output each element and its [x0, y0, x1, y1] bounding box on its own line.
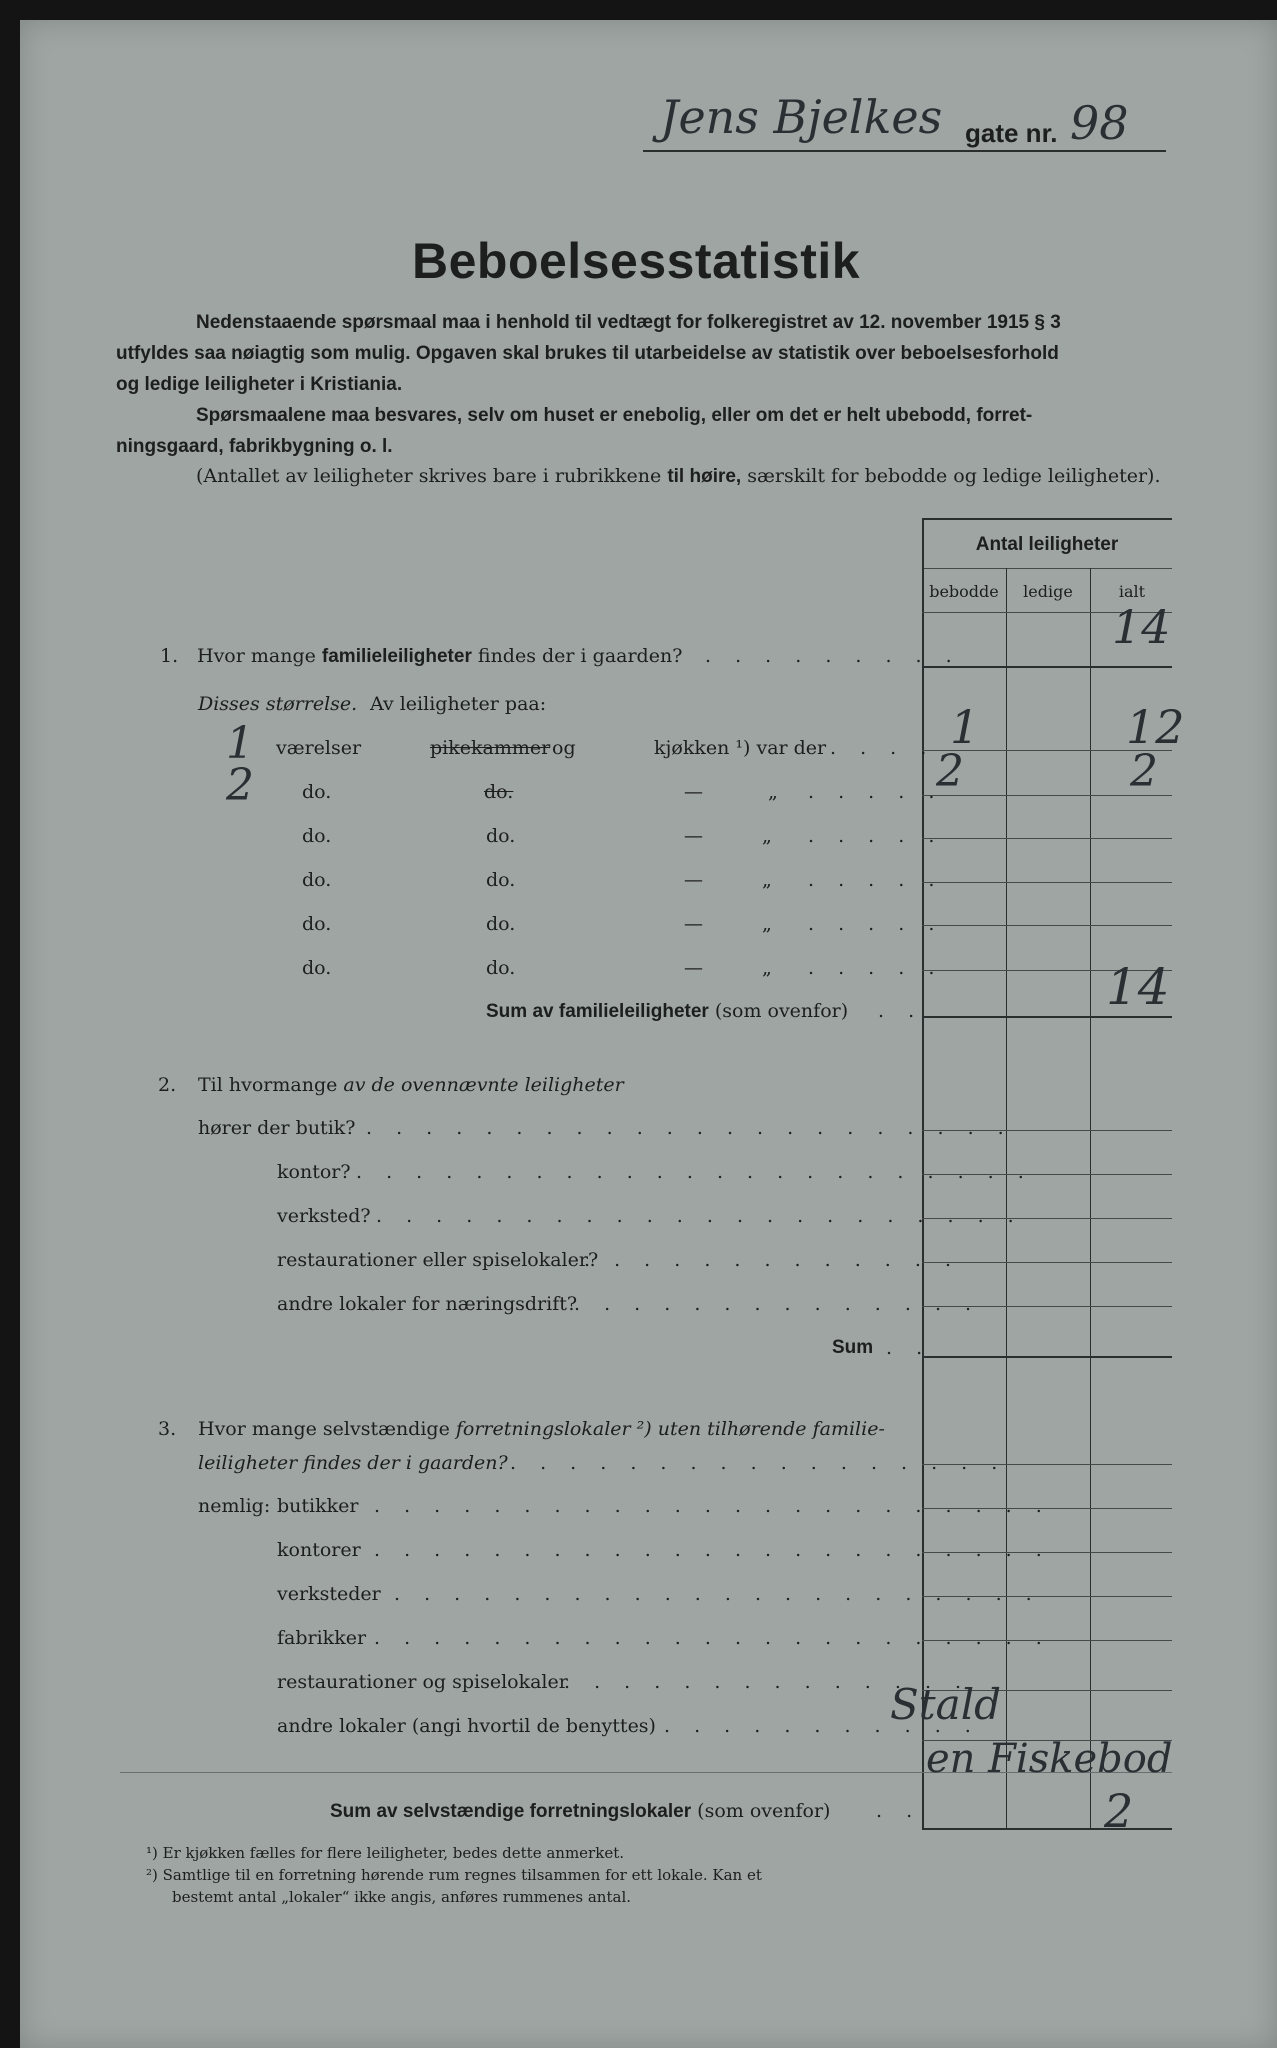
leader-dots: . . . . .	[808, 869, 944, 891]
q1-text-part: findes der i gaarden?	[471, 645, 683, 667]
leader-dots: . . . . . . . . . . . . . .	[574, 1293, 981, 1315]
dash: —	[684, 913, 703, 935]
rooms-label: værelser	[276, 737, 362, 759]
table-title: Antal leiligheter	[975, 534, 1119, 555]
col-ialt: ialt	[1118, 582, 1146, 601]
ditto-quote: „	[762, 913, 772, 935]
sizes-text: Av leiligheter paa:	[370, 693, 547, 715]
dash: —	[684, 825, 703, 847]
leader-dots: . . . . . . . . . . . . . . . . . . . . . .	[376, 1205, 1023, 1227]
col-bebodde: bebodde	[929, 582, 999, 601]
dash: —	[684, 957, 703, 979]
row-line	[922, 1016, 1172, 1018]
intro-note	[196, 465, 1161, 488]
intro-line: Spørsmaalene maa besvares, selv om huset er enebolig, eller om det er helt ubebodd, forret-	[196, 405, 1033, 426]
q1-sum-bold: Sum av familieleiligheter	[486, 1001, 709, 1022]
ditto-quote: „	[762, 825, 772, 847]
ditto: do.	[484, 781, 514, 803]
q3-sum-bold: Sum av selvstændige forretningslokaler	[330, 1801, 692, 1822]
q3-number: 3.	[158, 1418, 177, 1440]
leader-dots: . . . . .	[808, 957, 944, 979]
q1-ialt-answer: 14	[1112, 600, 1171, 654]
ditto: do.	[486, 913, 516, 935]
leader-dots: . .	[876, 1800, 922, 1822]
q3-item-fabrikker: fabrikker	[277, 1627, 367, 1649]
leader-dots: . . . . .	[808, 913, 944, 935]
q3-item-kontorer: kontorer	[277, 1539, 361, 1561]
ditto: do.	[486, 957, 516, 979]
q1-sum-part: (som ovenfor)	[708, 1000, 849, 1022]
row-line	[922, 1356, 1172, 1358]
ditto: do.	[302, 957, 332, 979]
leader-dots: . . . . . . . . . . . . . .	[564, 1671, 971, 1693]
row-line	[922, 882, 1172, 883]
dash: —	[684, 869, 703, 891]
q2-item-restaurationer: restaurationer eller spiselokaler?	[277, 1249, 599, 1271]
leader-dots: . .	[878, 1000, 924, 1022]
intro-line: ningsgaard, fabrikbygning o. l.	[116, 436, 393, 457]
footnote-2-cont: bestemt antal „lokaler“ ikke angis, anføres rummenes antal.	[172, 1888, 632, 1906]
leader-dots: . . . . . . . . . . . . .	[584, 1249, 960, 1271]
q2-item-kontor: kontor?	[277, 1161, 351, 1183]
q2-number: 2.	[158, 1074, 177, 1096]
row1-bebodde-answer: 1	[950, 700, 980, 754]
q3-item-verksteder: verksteder	[277, 1583, 381, 1605]
q3-text-part: Hvor mange selvstændige	[198, 1418, 456, 1440]
q2-text	[198, 1074, 624, 1096]
q3-item-restaurationer: restaurationer og spiselokaler	[277, 1671, 568, 1693]
q3-item-butikker: butikker	[277, 1495, 359, 1517]
pikekammer-label: pikekammer	[430, 737, 551, 759]
q3-sum-part: (som ovenfor)	[691, 1800, 831, 1822]
q1-text	[197, 645, 682, 668]
dash: —	[684, 781, 703, 803]
q3-sum-label	[330, 1800, 830, 1823]
row-line	[922, 925, 1172, 926]
q3-sum-ialt-answer: 2	[1104, 1784, 1134, 1838]
ditto: do.	[302, 825, 332, 847]
q2-item-verksted: verksted?	[277, 1205, 371, 1227]
leader-dots: . . . . . . . . .	[705, 645, 961, 667]
intro-note-part: (Antallet av leiligheter skrives bare i rubrikkene	[196, 465, 668, 487]
q1-sum-label	[486, 1000, 848, 1023]
q3-item-andre: andre lokaler (angi hvortil de benyttes)	[277, 1715, 656, 1737]
leader-dots: . . . . .	[808, 781, 944, 803]
page-title: Beboelsesstatistik	[412, 233, 861, 289]
q2-item-andre: andre lokaler for næringsdrift?	[277, 1293, 578, 1315]
row1-rooms-handwritten: 1	[226, 718, 254, 769]
q3-text-italic: forretningslokaler ²) uten tilhørende familie-	[455, 1418, 885, 1440]
leader-dots: . . . .	[830, 737, 936, 759]
col-ledige: ledige	[1023, 582, 1073, 601]
ditto: do.	[302, 781, 332, 803]
leader-dots: . . . . . . . . . . . . . . . . . . . . . .	[394, 1583, 1041, 1605]
table-top-line	[922, 518, 1172, 520]
q3-text	[198, 1418, 885, 1440]
ditto: do.	[302, 913, 332, 935]
ditto: do.	[486, 869, 516, 891]
street-name-handwritten: Jens Bjelkes	[660, 90, 943, 144]
row1-ialt-answer: 12	[1126, 700, 1185, 754]
leader-dots: . . . . . . . . . . . . . . . . . . . . . . .	[356, 1161, 1033, 1183]
intro-line: utfyldes saa nøiagtig som mulig. Opgaven skal brukes til utarbeidelse av statistik over beboelsesforhold	[116, 343, 1059, 364]
q1-text-part: Hvor mange	[197, 645, 322, 667]
q2-sum-label: Sum	[832, 1337, 874, 1358]
intro-line: og ledige leiligheter i Kristiania.	[116, 374, 403, 395]
leader-dots: . . . . . . . . . . . . . . . . . . . . . . .	[374, 1495, 1051, 1517]
intro-note-part: særskilt for bebodde og ledige leiligheter).	[741, 465, 1161, 487]
q1-sum-ialt-answer: 14	[1106, 958, 1170, 1016]
row-line	[922, 838, 1172, 839]
q1-number: 1.	[160, 645, 179, 667]
row-line	[922, 1828, 1172, 1830]
nemlig-label: nemlig:	[198, 1495, 271, 1517]
leader-dots: . . . . . . . . . . . . . . . . . . . . . . .	[374, 1627, 1051, 1649]
q3-text-line2: leiligheter findes der i gaarden?	[198, 1452, 508, 1474]
intro-note-bold: til høire,	[667, 466, 742, 487]
ditto-quote: „	[762, 869, 772, 891]
row2-rooms-handwritten: 2	[226, 760, 254, 811]
intro-line: Nedenstaaende spørsmaal maa i henhold til vedtægt for folkeregistret av 12. november 1915 § 3	[196, 312, 1061, 333]
street-underline	[643, 150, 1166, 152]
row2-bebodde-answer: 2	[936, 746, 964, 797]
q2-text-part: Til hvormange	[198, 1074, 344, 1096]
q3-andre-handwritten-1: Stald	[890, 1680, 1002, 1729]
q1-text-bold: familieleiligheter	[321, 646, 472, 667]
leader-dots: . .	[886, 1337, 932, 1359]
og-label: og	[552, 737, 576, 759]
ditto-quote: „	[768, 781, 778, 803]
row2-ialt-answer: 2	[1130, 746, 1158, 797]
q3-andre-handwritten-2: en Fiskebod	[926, 1736, 1173, 1782]
leader-dots: . . . . .	[808, 825, 944, 847]
gate-label: gate nr.	[965, 118, 1058, 148]
footnote-2: ²) Samtlige til en forretning hørende rum regnes tilsammen for ett lokale. Kan et	[146, 1866, 762, 1884]
leader-dots: . . . . . . . . . . . . . . . . . . . . . . .	[374, 1539, 1051, 1561]
q2-text-italic: av de ovennævnte leiligheter	[343, 1074, 624, 1096]
sizes-label: Disses størrelse.	[198, 693, 358, 715]
q2-item-butik: hører der butik?	[198, 1117, 356, 1139]
kjokken-label: kjøkken ¹) var der	[654, 737, 827, 759]
table-header-divider	[922, 568, 1172, 569]
ditto: do.	[486, 825, 516, 847]
ditto: do.	[302, 869, 332, 891]
ditto-quote: „	[762, 957, 772, 979]
leader-dots: . . . . . . . . . . . . . . . . .	[510, 1452, 1007, 1474]
leader-dots: . . . . . . . . . . .	[664, 1715, 980, 1737]
footnote-1: ¹) Er kjøkken fælles for flere leiligheter, bedes dette anmerket.	[146, 1844, 624, 1862]
street-number-handwritten: 98	[1070, 96, 1129, 150]
leader-dots: . . . . . . . . . . . . . . . . . . . . . .	[366, 1117, 1013, 1139]
